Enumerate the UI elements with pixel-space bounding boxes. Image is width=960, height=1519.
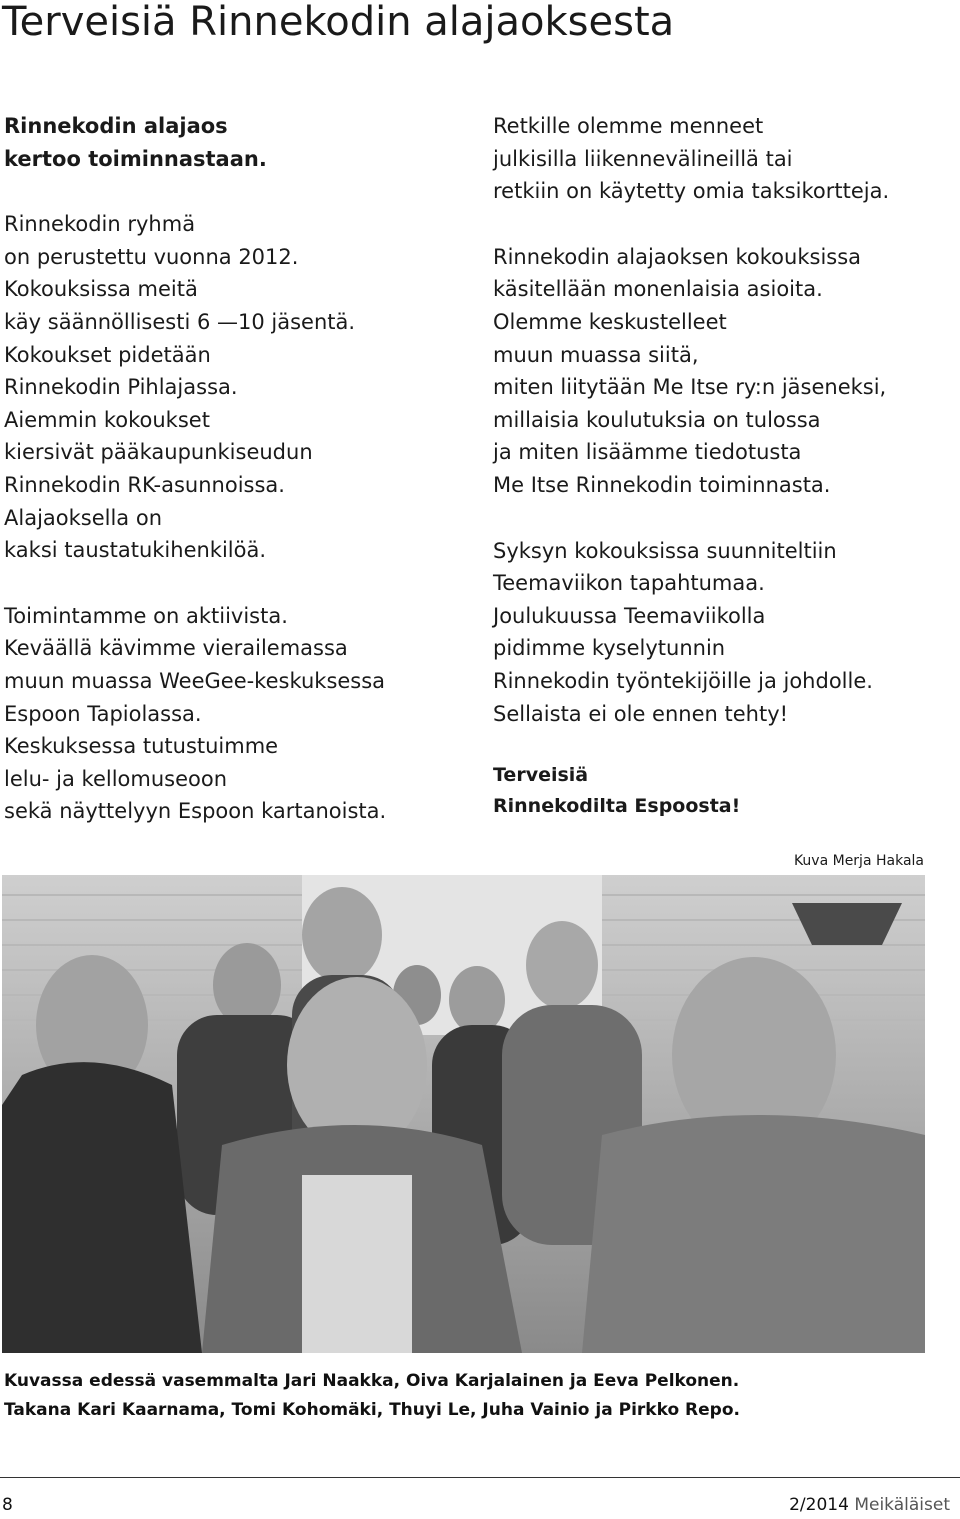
- text-line: Olemme keskustelleet: [493, 309, 727, 334]
- text-line: Alajaoksella on: [4, 505, 163, 530]
- greeting-line: Terveisiä: [493, 764, 589, 787]
- issue-label: [789, 1494, 950, 1516]
- text-line: Syksyn kokouksissa suunniteltiin: [493, 538, 837, 563]
- text-line: Aiemmin kokoukset: [4, 407, 210, 432]
- text-line: käy säännöllisesti 6 —10 jäsentä.: [4, 309, 356, 334]
- group-photo-image: [2, 875, 925, 1353]
- intro-paragraph: [4, 110, 459, 175]
- text-line: Rinnekodin Pihlajassa.: [4, 375, 238, 400]
- caption-line: Takana Kari Kaarnama, Tomi Kohomäki, Thuyi Le, Juha Vainio ja Pirkko Repo.: [4, 1400, 740, 1420]
- body-paragraph: [493, 241, 953, 502]
- text-line: Teemaviikon tapahtumaa.: [493, 571, 765, 596]
- text-line: Rinnekodin RK-asunnoissa.: [4, 472, 285, 497]
- article-title: Terveisiä Rinnekodin alajaoksesta: [2, 0, 675, 45]
- text-line: Kokoukset pidetään: [4, 342, 211, 367]
- text-line: Toimintamme on aktiivista.: [4, 603, 288, 628]
- text-line: Espoon Tapiolassa.: [4, 701, 202, 726]
- text-line: lelu- ja kellomuseoon: [4, 766, 228, 791]
- text-line: Keväällä kävimme vierailemassa: [4, 636, 348, 661]
- left-column: [4, 110, 459, 828]
- body-paragraph: [493, 535, 953, 731]
- text-line: retkiin on käytetty omia taksikortteja.: [493, 179, 890, 204]
- text-line: Rinnekodin ryhmä: [4, 212, 196, 237]
- text-line: julkisilla liikennevälineillä tai: [493, 146, 793, 171]
- caption-line: Kuvassa edessä vasemmalta Jari Naakka, Oiva Karjalainen ja Eeva Pelkonen.: [4, 1371, 740, 1391]
- photo-credit: Kuva Merja Hakala: [793, 853, 924, 869]
- text-line: muun muassa WeeGee-keskuksessa: [4, 668, 386, 693]
- right-column: [493, 110, 953, 822]
- text-line: miten liitytään Me Itse ry:n jäseneksi,: [493, 375, 887, 400]
- text-line: kaksi taustatukihenkilöä.: [4, 538, 267, 563]
- text-line: Rinnekodin työntekijöille ja johdolle.: [493, 668, 873, 693]
- text-line: kiersivät pääkaupunkiseudun: [4, 440, 313, 465]
- text-line: Joulukuussa Teemaviikolla: [493, 603, 766, 628]
- text-line: sekä näyttelyyn Espoon kartanoista.: [4, 799, 387, 824]
- body-paragraph: [4, 600, 459, 828]
- text-line: Me Itse Rinnekodin toiminnasta.: [493, 472, 831, 497]
- photo-caption: [4, 1367, 740, 1425]
- text-line: Sellaista ei ole ennen tehty!: [493, 701, 789, 726]
- body-paragraph: [4, 208, 459, 567]
- intro-line: kertoo toiminnastaan.: [4, 146, 267, 171]
- text-line: millaisia koulutuksia on tulossa: [493, 407, 821, 432]
- text-line: Keskuksessa tutustuimme: [4, 734, 279, 759]
- text-line: Retkille olemme menneet: [493, 114, 764, 138]
- body-paragraph: [493, 110, 953, 208]
- page-number: 8: [2, 1495, 13, 1515]
- text-line: Kokouksissa meitä: [4, 277, 198, 302]
- group-photo: [2, 875, 925, 1353]
- text-line: pidimme kyselytunnin: [493, 636, 726, 661]
- text-line: on perustettu vuonna 2012.: [4, 244, 299, 269]
- issue-number: 2/2014: [789, 1495, 849, 1515]
- greeting: [493, 760, 953, 822]
- text-line: käsitellään monenlaisia asioita.: [493, 277, 823, 302]
- magazine-name: Meikäläiset: [854, 1495, 950, 1515]
- footer-divider: [0, 1477, 960, 1478]
- text-line: ja miten lisäämme tiedotusta: [493, 440, 802, 465]
- greeting-line: Rinnekodilta Espoosta!: [493, 795, 741, 818]
- text-line: Rinnekodin alajaoksen kokouksissa: [493, 244, 862, 269]
- text-line: muun muassa siitä,: [493, 342, 699, 367]
- intro-line: Rinnekodin alajaos: [4, 114, 228, 138]
